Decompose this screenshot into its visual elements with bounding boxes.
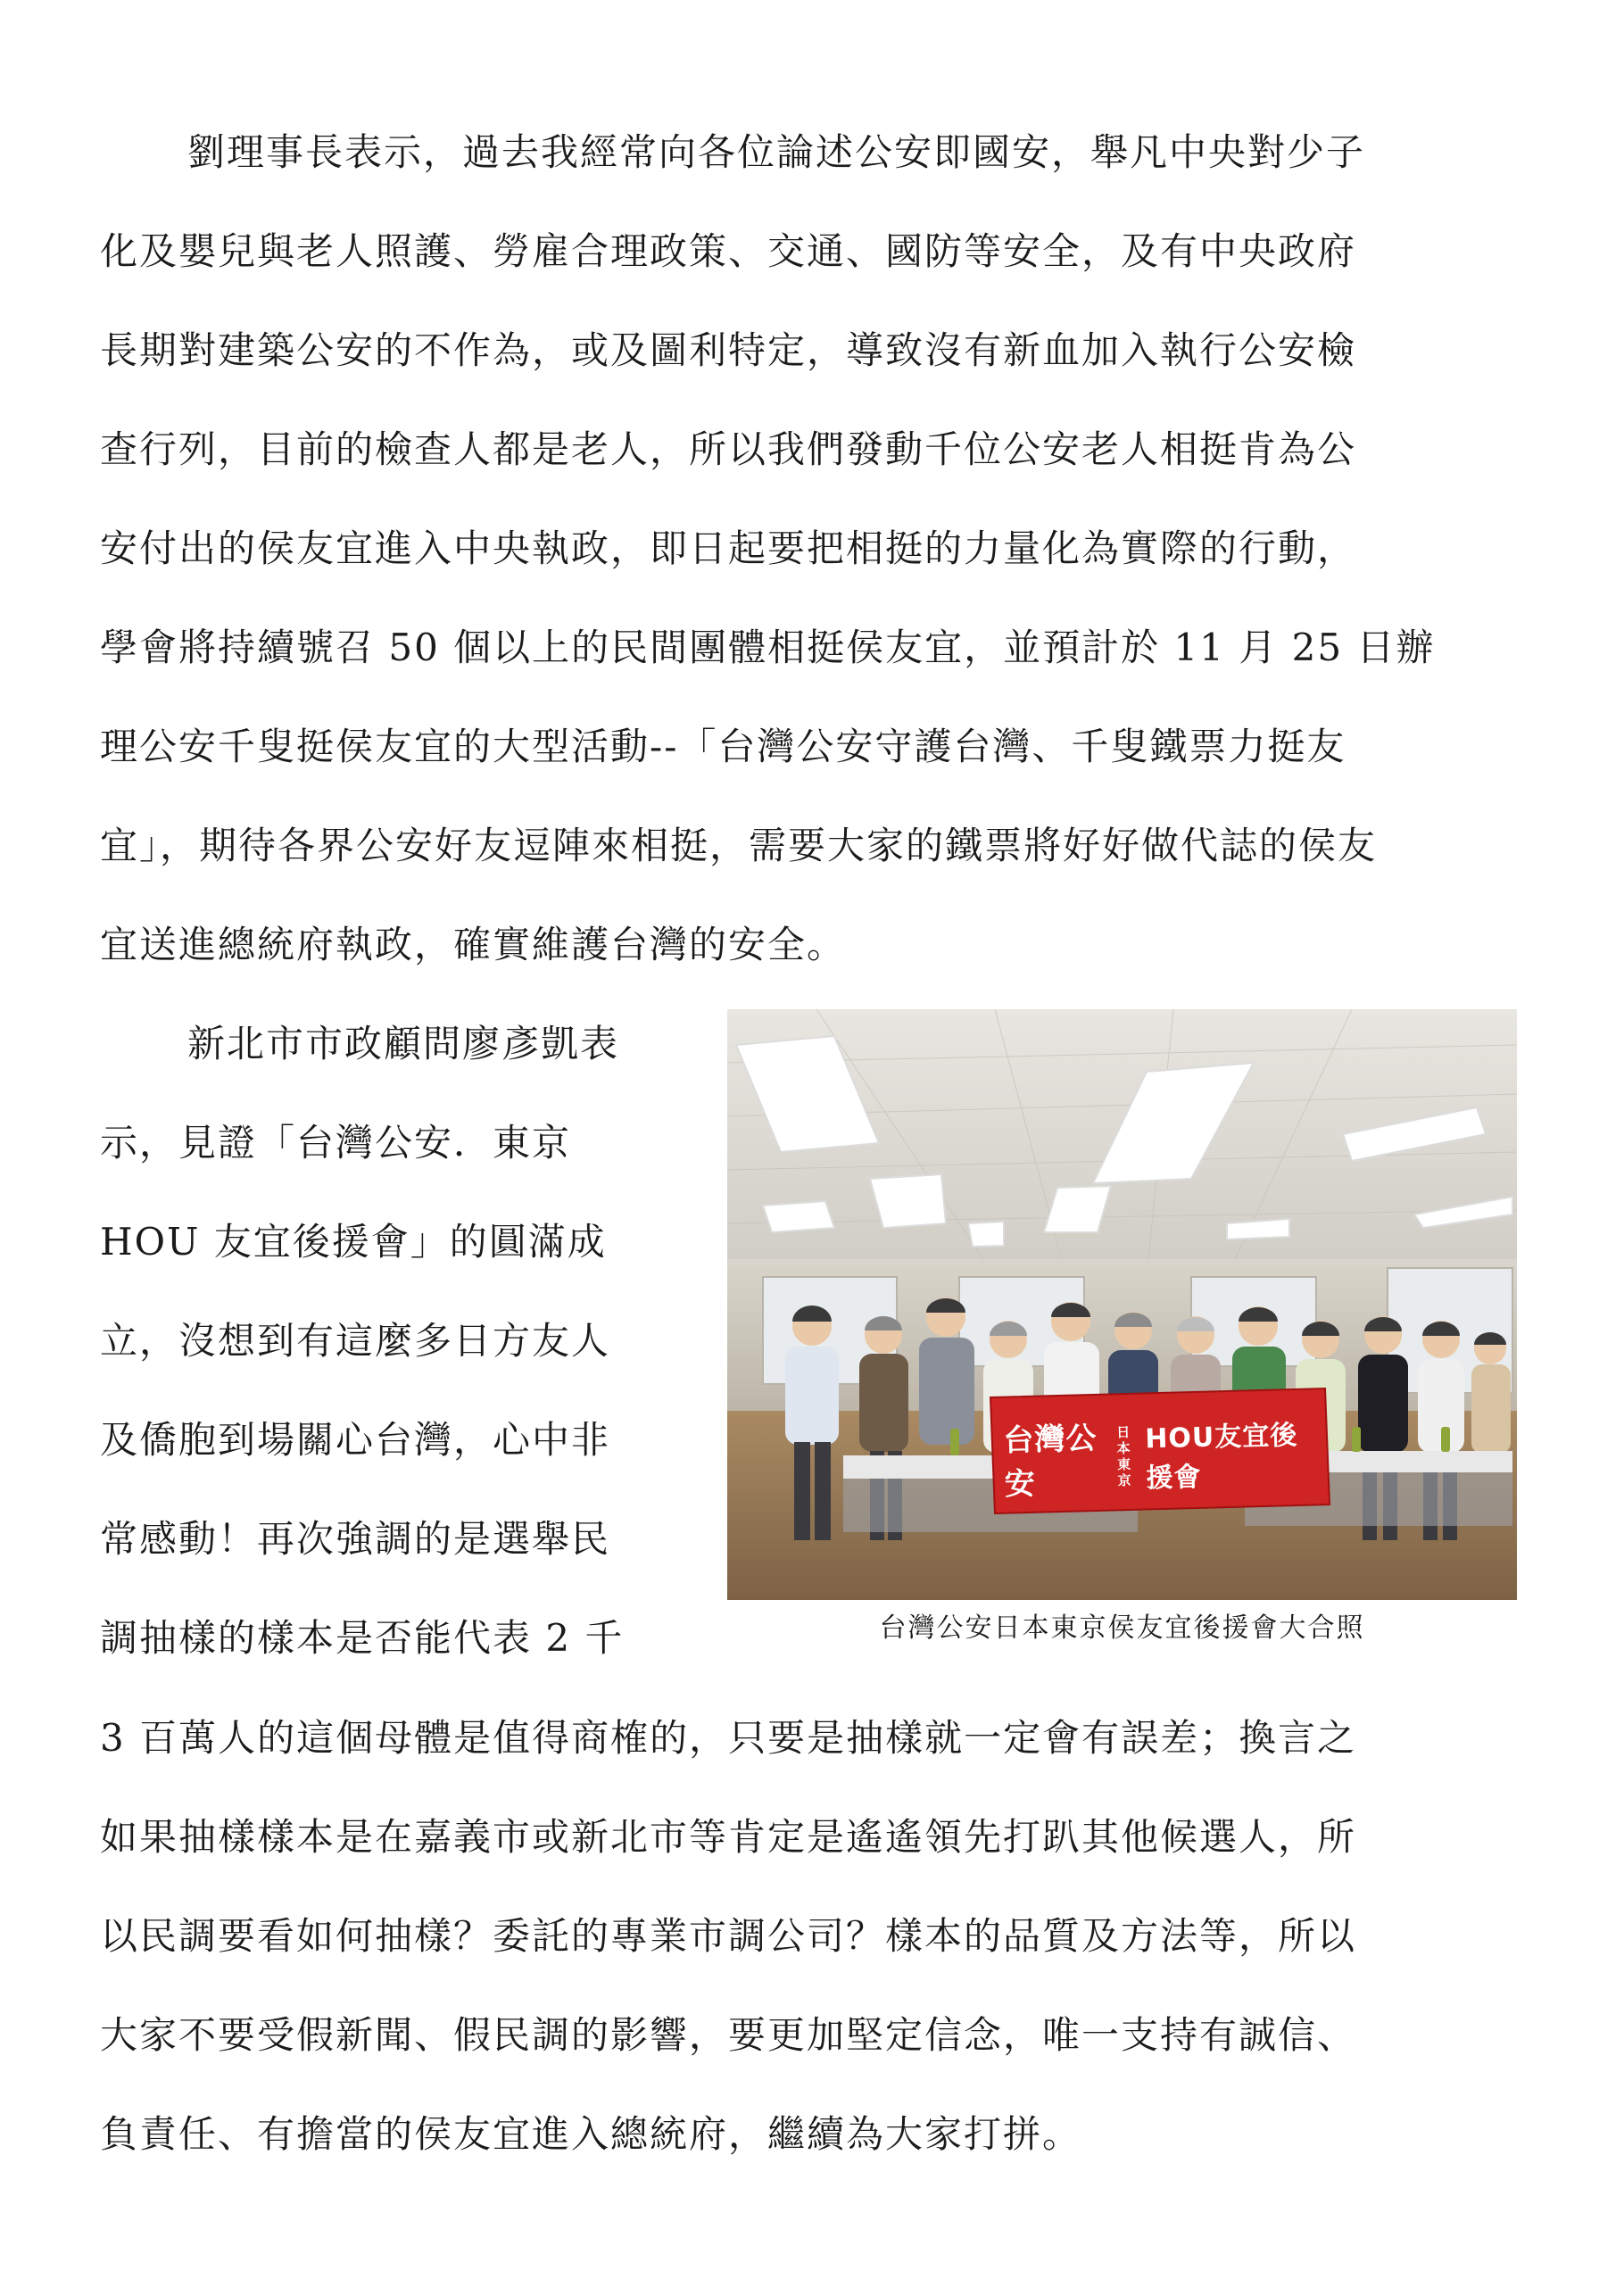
paragraph-line: 示，見證「台灣公安．東京 <box>100 1121 572 1165</box>
paragraph-line: 3 百萬人的這個母體是值得商榷的，只要是抽樣就一定會有誤差；換言之 <box>100 1716 1357 1760</box>
banner-text-right: HOU友宜後援會 <box>1144 1420 1298 1495</box>
banner-text <box>1002 1411 1326 1503</box>
paragraph-1 <box>100 103 1528 994</box>
banner-text-left: 台灣公安 <box>1002 1420 1098 1503</box>
paragraph-3 <box>100 1688 1528 2184</box>
paragraph-line: 理公安千叟挺侯友宜的大型活動--「台灣公安守護台灣、千叟鐵票力挺友 <box>100 725 1346 768</box>
banner-text-small-bottom: 東京 <box>1116 1455 1131 1489</box>
paragraph-line: 調抽樣的樣本是否能代表 2 千 <box>100 1616 625 1660</box>
paragraph-line: HOU 友宜後援會」的圓滿成 <box>100 1220 607 1264</box>
photo-caption: 台灣公安日本東京侯友宜後援會大合照 <box>879 1612 1365 1644</box>
paragraph-line: 立，沒想到有這麼多日方友人 <box>100 1319 611 1363</box>
paragraph-line: 宜送進總統府執政，確實維護台灣的安全。 <box>100 923 847 966</box>
paragraph-line: 如果抽樣樣本是在嘉義市或新北市等肯定是遙遙領先打趴其他候選人，所 <box>100 1815 1357 1859</box>
banner-text-small-top: 日本 <box>1115 1424 1131 1457</box>
paragraph-line: 負責任、有擔當的侯友宜進入總統府，繼續為大家打拼。 <box>100 2112 1082 2156</box>
paragraph-line: 及僑胞到場關心台灣，心中非 <box>100 1418 611 1462</box>
paragraph-line: 查行列，目前的檢查人都是老人，所以我們發動千位公安老人相挺肯為公 <box>100 427 1357 471</box>
paragraph-line: 大家不要受假新聞、假民調的影響，要更加堅定信念，唯一支持有誠信、 <box>100 2013 1357 2057</box>
paragraph-line: 長期對建築公安的不作為，或及圖利特定，導致沒有新血加入執行公安檢 <box>100 328 1357 372</box>
group-photo <box>727 1009 1517 1600</box>
paragraph-line: 以民調要看如何抽樣？委託的專業市調公司？樣本的品質及方法等，所以 <box>100 1914 1357 1958</box>
paragraph-line: 新北市市政顧問廖彥凱表 <box>187 1022 620 1065</box>
paragraph-line: 學會將持續號召 50 個以上的民間團體相挺侯友宜，並預計於 11 月 25 日辦 <box>100 626 1436 669</box>
paragraph-2 <box>100 994 689 1687</box>
paragraph-line: 劉理事長表示，過去我經常向各位論述公安即國安，舉凡中央對少子 <box>187 130 1366 174</box>
paragraph-line: 化及嬰兒與老人照護、勞雇合理政策、交通、國防等安全，及有中央政府 <box>100 229 1357 273</box>
banner-text-small <box>1116 1424 1141 1489</box>
paragraph-line: 常感動！再次強調的是選舉民 <box>100 1517 611 1561</box>
paragraph-line: 安付出的侯友宜進入中央執政，即日起要把相挺的力量化為實際的行動， <box>100 526 1357 570</box>
paragraph-line: 宜」，期待各界公安好友逗陣來相挺，需要大家的鐵票將好好做代誌的侯友 <box>100 824 1378 867</box>
